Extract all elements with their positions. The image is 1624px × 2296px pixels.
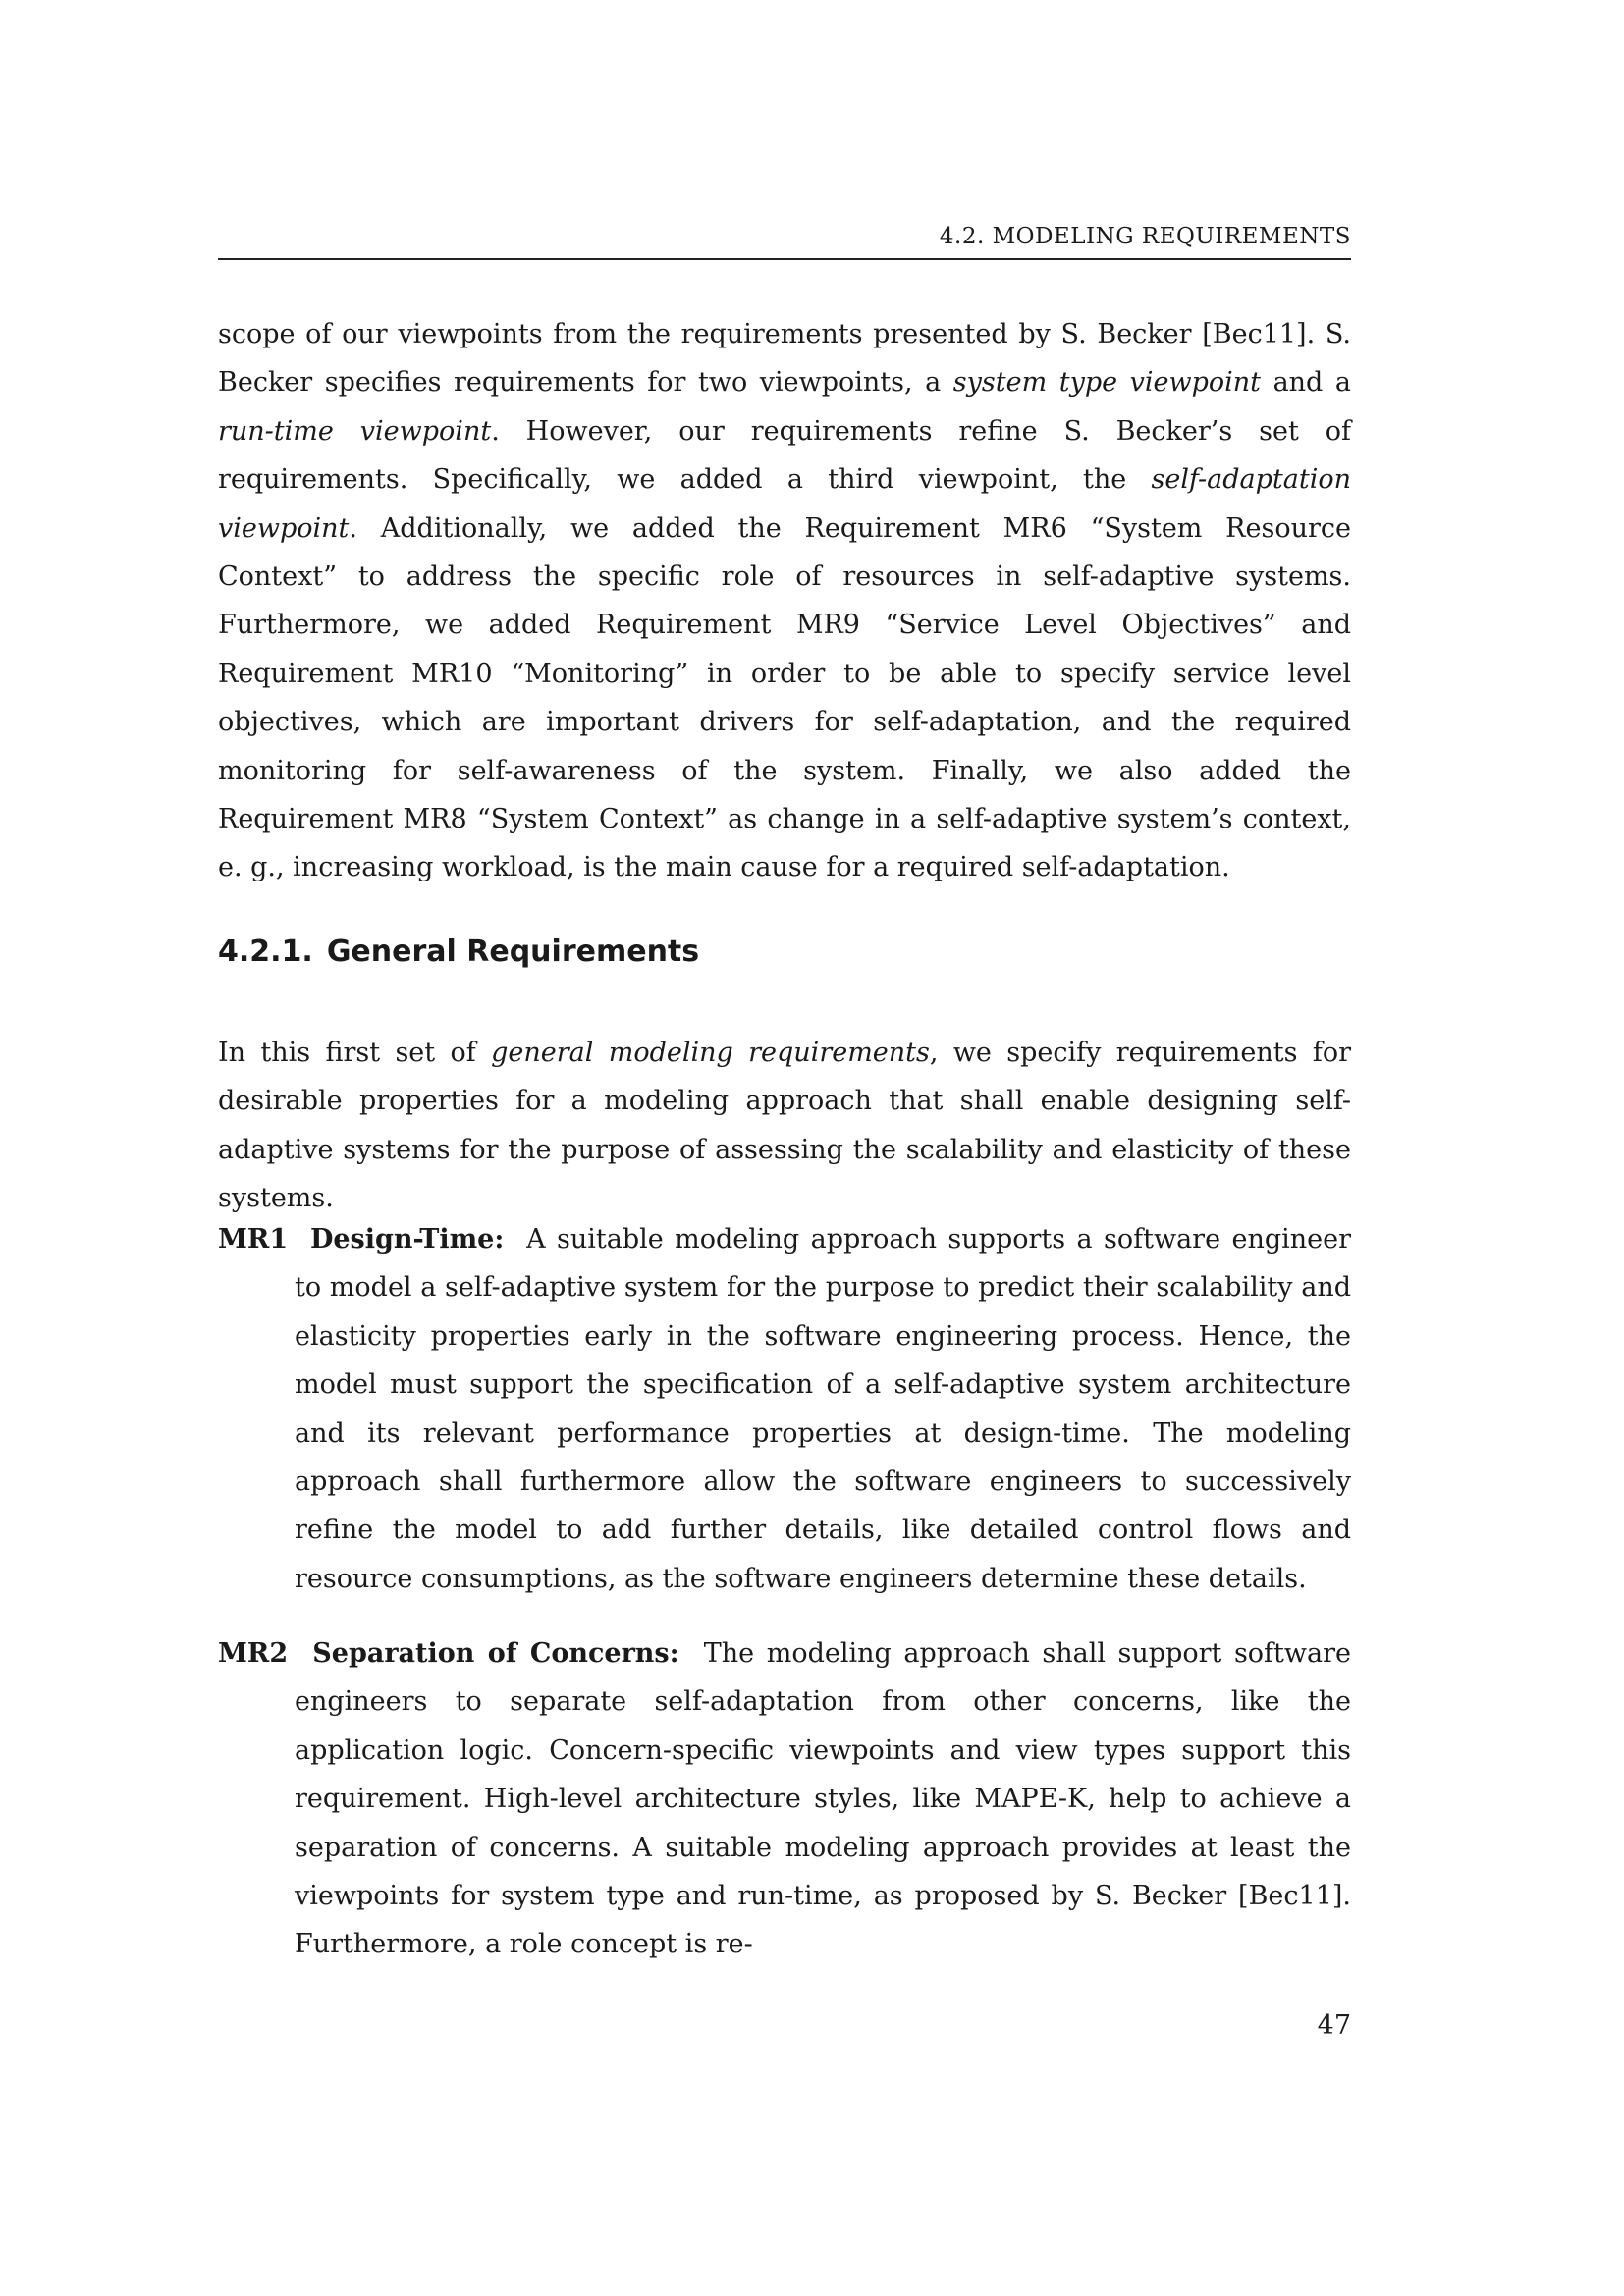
requirement-text: The modeling approach shall support software engineers to separate self-adaptation from other concerns, like the application logic. Concern-specific viewpoints and view types support this requirement. High-level architecture styles, like MAPE-K, help to achieve a separation of concerns. A suitable modeling approach provides at least the viewpoints for system type and run-time, as proposed by S. Becker [Bec11]. Furthermore, a role concept is re- — [295, 1638, 1351, 1960]
general-paragraph — [218, 1029, 1351, 1223]
requirement-id: MR2 — [218, 1638, 289, 1669]
intro-paragraph — [218, 310, 1351, 892]
intro-text-1: scope of our viewpoints from the requirements presented by S. Becker [Bec11]. S. Becker specifies requirements for two viewpoints, a — [218, 319, 1351, 399]
requirement-item — [218, 1215, 1351, 1603]
running-head: 4.2. MODELING REQUIREMENTS — [939, 224, 1351, 249]
page-number: 47 — [1317, 2010, 1351, 2041]
intro-emphasis-system-type: system type viewpoint — [952, 367, 1262, 399]
intro-text-4: . Additionally, we added the Requirement MR6 “System Resource Context” to address the specific role of resources in self-adaptive systems. Furthermore, we added Requirement MR9 “Service Level Objectives” and Requirement MR10 “Monitoring” in order to be able to specify service level objectives, which are important drivers for self-adaptation, and the required monitoring for self-awareness of the system. Finally, we also added the Requirement MR8 “System Context” as change in a self-adaptive system’s context, e. g., increasing workload, is the main cause for a required self-adaptation. — [218, 512, 1351, 883]
requirement-id: MR1 — [218, 1224, 289, 1255]
general-text-1: In this first set of — [218, 1038, 492, 1068]
requirement-title: Design-Time: — [309, 1224, 505, 1255]
header-rule — [218, 258, 1351, 260]
requirement-item — [218, 1629, 1351, 1969]
requirement-title: Separation of Concerns: — [312, 1638, 679, 1669]
section-heading — [218, 933, 1351, 972]
general-text-2: , we specify requirements for desirable properties for a modeling approach that shall enable designing self-adaptive systems for the purpose of assessing the scalability and elasticity of these systems. — [218, 1038, 1351, 1214]
section-number: 4.2.1. — [218, 934, 313, 969]
intro-text-3: . However, our requirements refine S. Becker’s set of requirements. Specifically, we added a third viewpoint, the — [218, 415, 1351, 496]
intro-emphasis-run-time: run-time viewpoint — [218, 415, 492, 447]
section-title: General Requirements — [326, 934, 700, 969]
intro-emphasis-self-adaptation: self-adaptation viewpoint — [218, 464, 1351, 544]
general-emphasis: general modeling requirements — [491, 1038, 930, 1068]
requirement-text: A suitable modeling approach supports a software engineer to model a self-adaptive system for the purpose to predict their scalability and elasticity properties early in the software engineering process. Hence, the model must support the specification of a self-adaptive system architecture and its relevant performance properties at design-time. The modeling approach shall furthermore allow the software engineers to successively refine the model to add further details, like detailed control flows and resource consumptions, as the software engineers determine these details. — [295, 1224, 1352, 1594]
intro-text-2: and a — [1261, 367, 1351, 399]
